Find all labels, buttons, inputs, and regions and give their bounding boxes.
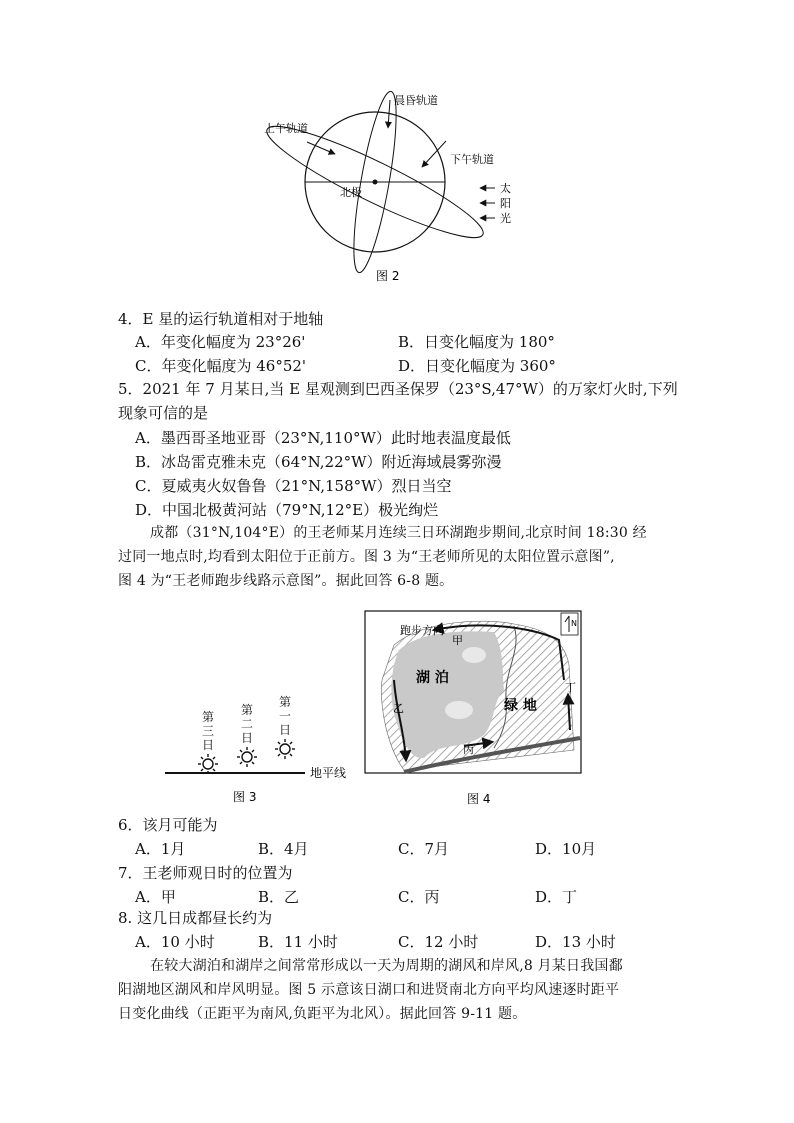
label-north-pole: 北极 [340,186,362,199]
bing-label: 丙 [463,743,474,756]
figure-3-diagram [160,690,360,810]
q5-option-d[interactable]: D．中国北极黄河站（79°N,12°E）极光绚烂 [135,501,439,519]
figure-4-map [364,610,584,810]
q6-stem: 6．该月可能为 [118,816,218,834]
figure-2-caption: 图 2 [376,269,400,283]
passage1-line3: 图 4 为“王老师跑步线路示意图”。据此回答 6-8 题。 [118,573,454,589]
passage1-line2: 过同一地点时,均看到太阳位于正前方。图 3 为“王老师所见的太阳位置示意图”, [118,549,615,565]
q6-option-c[interactable]: C．7月 [398,840,450,858]
q7-option-b[interactable]: B．乙 [258,888,300,906]
q4-option-b[interactable]: B．日变化幅度为 180° [398,333,555,351]
q4-option-c[interactable]: C．年变化幅度为 46°52' [135,357,307,375]
lake-label: 湖 泊 [416,670,449,686]
label-day2: 第二日 [241,703,254,745]
q7-option-c[interactable]: C．丙 [398,888,440,906]
q4-option-d[interactable]: D．日变化幅度为 360° [398,357,556,375]
label-morning-orbit: 上午轨道 [264,122,308,135]
q5-option-a[interactable]: A．墨西哥圣地亚哥（23°N,110°W）此时地表温度最低 [135,429,511,447]
q7-option-d[interactable]: D．丁 [535,888,578,906]
sun-day3-icon [198,754,218,774]
label-sun-3: 光 [500,212,511,225]
north-label: N [571,619,577,628]
green-label: 绿 地 [504,698,537,714]
north-arrow-icon [561,613,578,635]
q6-option-b[interactable]: B．4月 [258,840,309,858]
q8-option-b[interactable]: B．11 小时 [258,933,338,951]
label-dawn-dusk-orbit: 晨昏轨道 [394,94,438,107]
q8-option-c[interactable]: C．12 小时 [398,933,479,951]
jia-label: 甲 [452,634,463,647]
q6-option-a[interactable]: A．1月 [135,840,186,858]
lake-island-2 [445,701,473,719]
q4-option-a[interactable]: A．年变化幅度为 23°26' [135,333,306,351]
q7-stem: 7．王老师观日时的位置为 [118,864,293,882]
yi-label: 乙 [393,702,404,715]
passage2-line2: 阳湖地区湖风和岸风明显。图 5 示意该日湖口和进贤南北方向平均风速逐时距平 [118,982,620,998]
label-day1: 第一日 [279,695,292,737]
q5-option-b[interactable]: B．冰岛雷克雅未克（64°N,22°W）附近海域晨雾弥漫 [135,453,502,471]
q8-option-d[interactable]: D．13 小时 [535,933,616,951]
lake-island-1 [462,647,486,663]
q8-option-a[interactable]: A．10 小时 [135,933,215,951]
label-day3: 第三日 [202,710,215,752]
figure-3-caption: 图 3 [233,790,257,804]
ding-label: 丁 [565,681,576,694]
q7-option-a[interactable]: A．甲 [135,888,176,906]
horizon-label: 地平线 [310,766,347,780]
passage1-line1: 成都（31°N,104°E）的王老师某月连续三日环湖跑步期间,北京时间 18:30 经 [150,525,647,541]
q8-stem: 8. 这几日成都昼长约为 [118,909,273,927]
run-direction-label: 跑步方向 [400,624,444,637]
passage2-line3: 日变化曲线（正距平为南风,负距平为北风）。据此回答 9-11 题。 [118,1006,527,1022]
sun-day1-icon [275,739,295,759]
label-sun-2: 阳 [500,197,511,210]
figure-2-diagram [250,88,540,288]
q5-option-c[interactable]: C．夏威夷火奴鲁鲁（21°N,158°W）烈日当空 [135,477,452,495]
north-pole-dot [373,180,378,185]
q6-option-d[interactable]: D．10月 [535,840,597,858]
label-sun-1: 太 [500,182,511,195]
sun-day2-icon [237,747,257,767]
q4-stem: 4．E 星的运行轨道相对于地轴 [118,310,324,328]
q5-stem-line2: 现象可信的是 [118,404,209,422]
passage2-line1: 在较大湖泊和湖岸之间常常形成以一天为周期的湖风和岸风,8 月某日我国鄱 [150,958,623,974]
label-afternoon-orbit: 下午轨道 [450,153,494,166]
figure-4-caption: 图 4 [467,792,491,806]
q5-stem-line1: 5．2021 年 7 月某日,当 E 星观测到巴西圣保罗（23°S,47°W）的万家灯火时,下列 [118,380,678,398]
